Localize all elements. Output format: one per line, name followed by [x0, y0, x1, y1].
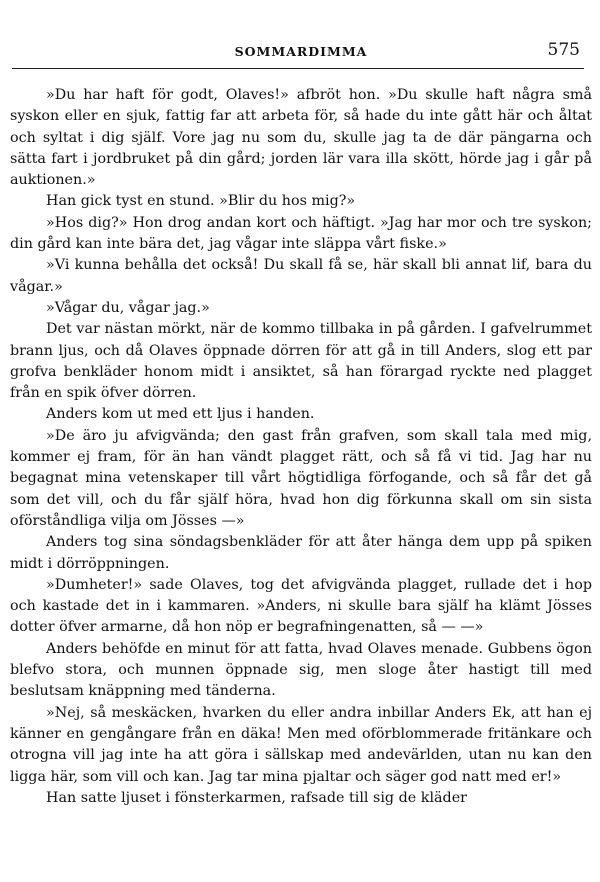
paragraph: »Nej, så meskäcken, hvarken du eller andra inbillar Anders Ek, att han ej känner en gengångare från en däka! Men med oförblommerade fritänkare och otrogna vill jag inte ha att göra i sällskap med andevärlden, utan nu kan den ligga här, som vill och kan. Jag tar mina pjaltar och säger god natt med er!» [10, 704, 592, 785]
body-text [10, 85, 592, 809]
paragraph: »Vi kunna behålla det också! Du skall få se, här skall bli annat lif, bara du vågar.» [10, 257, 592, 295]
book-page [10, 40, 592, 809]
page-header [10, 40, 592, 68]
paragraph: Anders behöfde en minut för att fatta, hvad Olaves menade. Gubbens ögon blefvo stora, och munnen öppnade sig, men sloge åter hastigt till med beslutsam knäppning med tänderna. [10, 640, 592, 700]
paragraph: »Vågar du, vågar jag.» [46, 299, 210, 316]
paragraph: Det var nästan mörkt, när de kommo tillbaka in på gården. I gafvelrummet brann ljus, och då Olaves öppnade dörren för att gå in till Anders, slog ett par grofva benkläder honom midt i ansiktet, så han förargad ryckte ned plagget från en spik öfver dörren. [10, 321, 592, 402]
running-title: SOMMARDIMMA [234, 44, 368, 59]
paragraph: »Hos dig?» Hon drog andan kort och häftigt. »Jag har mor och tre syskon; din gård kan inte bära det, jag vågar inte släppa vårt fiske.» [10, 214, 592, 253]
header-rule [12, 68, 584, 69]
paragraph: »Du har haft för godt, Olaves!» afbröt hon. »Du skulle haft några små syskon eller en sjuk, fattig far att arbeta för, så hade du inte gått här och åltat och syltat i dig själf. Vore jag nu som du, skulle jag ta de där pängarna och sätta fart i jordbruket på din gård; jorden lär vara illa skött, hörde jag i går på auktionen.» [10, 87, 592, 189]
paragraph: Han satte ljuset i fönsterkarmen, rafsade till sig de kläder [46, 789, 467, 806]
paragraph: »De äro ju afvigvända; den gast från grafven, som skall tala med mig, kommer ej fram, för än han vändt plagget rätt, och så få vi tid. Jag har nu begagnat mina vetenskaper till vårt högtidliga förfogande, och så får det gå som det vill, och du får själf höra, hvad hon dig förkunna skall om sin sista oförståndliga vilja om Jösses —» [10, 427, 592, 529]
paragraph: Han gick tyst en stund. »Blir du hos mig?» [46, 193, 356, 210]
paragraph: Anders kom ut med ett ljus i handen. [46, 406, 315, 423]
paragraph: »Dumheter!» sade Olaves, tog det afvigvända plagget, rullade det i hop och kastade det in i kammaren. »Anders, ni skulle bara själf ha klämt Jösses dotter öfver armarne, då hon nöp er begrafningenatten, så — —» [10, 576, 592, 636]
page-number: 575 [547, 40, 580, 60]
paragraph: Anders tog sina söndagsbenkläder för att åter hänga dem upp på spiken midt i dörröppningen. [10, 534, 592, 572]
